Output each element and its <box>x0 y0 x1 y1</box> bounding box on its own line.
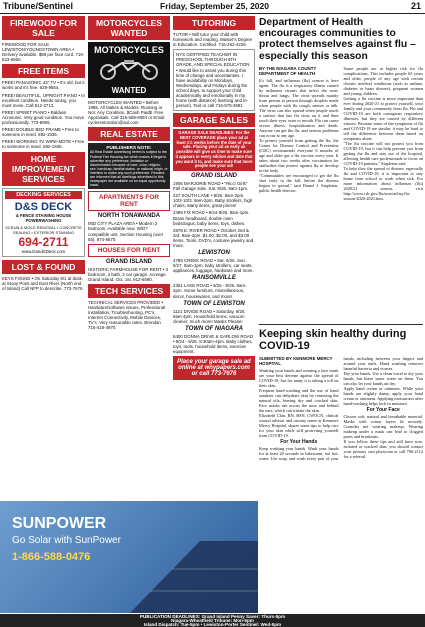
garage-sale-listing: 4786 CREEK ROAD • Sat. 9/26. Sun. 9/27. 8am-1pm. baby strollers, car seats, appliances, luggage, hardware and more. <box>173 258 254 274</box>
place-ad-banner[interactable]: Place your garage sale ad online at wnypapers.com or call 773-7676 <box>173 356 255 380</box>
deck-phone: 694-2711 <box>18 234 69 249</box>
footer-line: PUBLICATION DEADLINES: Grand Island Penny Saver: Thurs-5pm <box>139 613 286 619</box>
motorcycles-banner-text: MOTORCYCLES <box>94 45 164 55</box>
firewood-ad: FIREWOOD FOR SALE LEWISTON/YOUNGSTOWN AREA • Delivery available. $99 per face cord. 716-523-6660. <box>2 42 85 63</box>
section-header-motorcycles: MOTORCYCLES WANTED <box>88 16 170 40</box>
garage-sale-listing: 1121 DIVIDE ROAD • Saturday, 9/26. 9am-4pm. Household items, vacuum cleaner, much more! Masks Please! <box>173 308 246 324</box>
free-item-ad: FREE! SPINET PIANO • Baldwin Acrosonic. Very good condition. You move professionally. 773-8906. <box>2 109 85 126</box>
lost-found-ad: KEYS FOUND • On Saturday 8/1 at dusk, at Stony Point and East River (North end of Island) Call NFP to describe. 773-7676. <box>2 275 84 291</box>
article-paragraph: Elizabeth Chin, RN, BSN, CWOCN, clinical wound advisor and ostomy nurse at Kenmore Mercy Hospital, shares some tips to help care for your skin while still protecting yourself from COVID-19. <box>259 413 339 438</box>
area-heading: TOWN OF NIAGARA <box>185 325 243 332</box>
garage-deadline-note: GARAGE SALE DEADLINES: For the BEST COVERAGE place your ad at least 1½ weeks before the date of your sale. Placing your ad as early as possible will give us time to make sure it appears in every edition and date that you want it to, and make sure that more people see your ad! <box>173 129 255 171</box>
deck-company-name: D&S DECK <box>14 200 73 213</box>
section-header-lost-found: LOST & FOUND <box>2 260 85 274</box>
article-paragraph: "The flu vaccine will not protect you from COVID-19, but it can help prevent you from getting the flu and stay out of the hospital, allowing health care professionals to focus on COVID-19 patients," Stapleton said. <box>343 140 423 166</box>
article-subhead: For Your Hands <box>280 439 318 445</box>
classifieds-column-1 <box>2 16 85 513</box>
section-header-houses: HOUSES FOR RENT <box>88 244 170 257</box>
page-number: 21 <box>410 1 421 11</box>
wanted-text: WANTED <box>111 86 147 95</box>
masthead <box>0 0 425 14</box>
section-header-home-improvement: HOME IMPROVEMENT SERVICES <box>2 152 85 186</box>
article-subhead: For Your Face <box>366 407 400 413</box>
sunpower-brand: SUNPOWER <box>12 515 107 532</box>
article-paragraph: Frequent hand-washing and the use of hand sanitizer can dehydrate skin by removing the natural oils, leaving dry and cracked skin. Face masks rub across the nose and behind the ears, which can irritate the skin. <box>259 388 339 413</box>
article-paragraph: Getting a flu vaccine is more important than ever during 2020-21 to protect yourself, your family and your community from flu. Flu and COVID-19 are both contagious respiratory illnesses, but they are caused by different viruses. Because some of the symptoms of flu and COVID-19 are similar, it may be hard to tell the difference between them based on symptoms alone. <box>343 95 423 141</box>
article-paragraph: Keep washing your hands. Wash your hands for at least 20 seconds in lukewarm, not hot, water. Use soap, and wash every part of your hands, including between your fingers and around your nails. Hand washing removes harmful bacteria and viruses. <box>259 356 423 461</box>
decking-services-label: DECKING SERVICES <box>5 191 82 199</box>
article-paragraph: To help slow the spread of disease, especially flu and COVID-19, it is important to stay home from school or work when sick. For more information about influenza (flu) 2020/21 season, visit http://www.cdc.gov/flu/season/faq-flu-season-2020-2021.htm. <box>343 165 423 201</box>
area-heading: TOWN OF LEWISTON <box>183 300 245 307</box>
section-header-real-estate: REAL ESTATE <box>88 127 170 141</box>
section-header-free-items: FREE ITEMS <box>2 64 85 78</box>
article-paragraph: "Communities are encouraged to get the flu shot early in the fall, before the disease begins to spread," said Daniel J. Stapleton, public health director. <box>259 172 339 193</box>
flu-article <box>259 17 423 322</box>
footer-line: Niagara-Wheatfield Tribune: Mon-5pm <box>171 617 254 623</box>
deck-website[interactable]: www.DandSDeck.com <box>21 248 66 254</box>
free-item-ad: FREE! PANASONIC 42" TV • It's old, but it works and it's free. 628-9654. <box>2 80 85 91</box>
article-paragraph: Dry your hands. Use a clean towel to dry your hands, but leave some water on them. You can also let your hands air dry. <box>343 371 423 386</box>
deck-company-sub: & FENCE STAINING HOUSE POWERWASHING <box>15 212 72 223</box>
area-heading: GRAND ISLAND <box>106 258 152 265</box>
article-paragraph: Some people are at higher risk for flu complications. This includes people 65 years and older, people of any age with certain chronic medical conditions (such as asthma, diabetes or heart disease), pregnant women and young children. <box>343 65 423 96</box>
publishers-note <box>88 143 170 189</box>
issue-date: Friday, September 25, 2020 <box>160 1 269 11</box>
house-ad: HISTORIC FARMHOUSE FOR RENT • 3 bedroom, 2 bath, 2 car garage. Acreage. Grand Island. Oct. 1st. 912-6590. <box>88 266 168 282</box>
motorcycle-ad-text: MOTORCYCLES WANTED • Before 1985. All Makes & Models. Running or Not. Any Condition. $Cash Paid$. Free Appraisals. Call 315-569-8094 or Email cyclerestoration@aol.com <box>88 100 165 126</box>
article-paragraph: Washing your hands and wearing a face mask are your best defense against the spread of COVID-19, but for many it is taking a toll on their skin. <box>259 368 339 388</box>
article-headline: Keeping skin healthy during COVID-19 <box>259 328 407 352</box>
free-item-ad: FREE! DOUBLE BED FRAME • Free to someone in need. 692-1935. <box>2 127 79 138</box>
article-byline: SUBMITTED BY KENMORE MERCY HOSPITAL <box>259 356 333 366</box>
section-header-tech: TECH SERVICES <box>88 284 170 298</box>
article-body <box>259 66 423 313</box>
section-header-firewood: FIREWOOD FOR SALE <box>2 16 85 40</box>
article-body <box>259 356 423 611</box>
section-header-tutoring: TUTORING <box>173 16 255 30</box>
article-byline: BY THE NIAGARA COUNTY DEPARTMENT OF HEALTH <box>259 65 317 76</box>
paper-name: Tribune/Sentinel <box>3 1 74 11</box>
free-item-ad: FREE! WORKING TV WIRE-MOTE • Free to someone in need. 692-1935. <box>2 139 85 150</box>
publishers-note-text: All Real Estate advertising herein is subject to the Federal Fair Housing Act which makes it illegal to advertise any preference, limitation or discrimination because of race, color, religion, sex, handicap, familial status, or national origin, or intention to make any such preference. Readers are informed that all dwellings advertised in this newspaper are available on an equal opportunity basis. <box>90 150 168 188</box>
tutor-ad: TUTOR • Will tutor your child with homework and reading. Master's Degree in Education. Certified. 716-262-4226. <box>173 32 253 48</box>
section-header-garage-sales: GARAGE SALES <box>173 113 255 127</box>
article-paragraph: Apply hand cream or ointment. While your hands are slightly damp, apply your hand cream or ointment. Applying moisturizer after hand-washing helps lock in moisture. <box>343 386 423 406</box>
article-headline: Department of Health encourages communities to protect themselves against flu – especially this season <box>259 17 416 62</box>
article-paragraph: If you follow these tips and still have sore, irritated or cracked skin, you should contact your primary care physician or call 706-2112 for a referral. <box>343 439 423 459</box>
garage-sale-listing: 1906 MARJORIE ROAD • "Ricci Girls" Fall Garage Sale. Sat. 9/26. 9am-1pm. <box>173 180 249 192</box>
garage-sale-listing: 2499 FIX ROAD • 9/24-9/26. 9am-1pm. Brass headboard, double oven bedstragus, baby items, toys, dishes. <box>173 210 250 226</box>
motorcycle-ad-image <box>88 42 170 98</box>
skin-article <box>259 324 423 613</box>
footer-line: Island Dispatch: Tue-5pm • Lewiston-Porter Sentinel: Wed-5pm <box>143 622 282 627</box>
apartment-ad: MID CITY PLAZA AREA • Modern 2 bedroom. Available now. W/D? compatible unit. Section Housing (over 55). 874-6670. <box>88 221 164 242</box>
garage-sale-listing: 2351 LAKE ROAD • 9/25 - 9/26. 8am-2pm. Some furniture, miscellaneous, decor, housewares, and more! <box>173 283 247 299</box>
classifieds-column-3 <box>173 16 255 513</box>
free-item-ad: FREE! BEAUTIFUL, UPRIGHT PIANO • In excellent condition. Needs tuning, you must move. Call 512-2713. <box>2 92 85 108</box>
article-paragraph: It's fall, and influenza (flu) season is here again. The flu is a respiratory illness caused by influenza viruses that infect the nose, throat and lungs. The virus spreads mainly from person to person through droplets made when people with flu cough, sneeze or talk. The virus can also spread when people touch a surface that has flu virus on it and then touch their eyes, nose or mouth. Flu can cause severe illness, hospitalization and death. Anyone can get the flu, and serious problems can occur at any age. <box>259 77 339 138</box>
area-heading: LEWISTON <box>198 250 230 257</box>
deck-services-list: SCRUB & MOLD REMOVAL • CONCRETE SEALING • EXTERIOR STAINING <box>5 224 82 235</box>
publishers-note-title: PUBLISHERS NOTE: <box>106 145 152 151</box>
area-heading: NORTH TONAWANDA <box>97 213 161 220</box>
garage-sale-listing: 227 SOUTH LANE • 9/26. 9am-2pm. 10/2-10/3. 9am-2pm. Baby strollers, high chairs, Many items, great prices! <box>173 193 253 209</box>
classifieds-column-2 <box>88 16 170 513</box>
motorcycle-icon <box>88 55 170 81</box>
area-heading: RANSOMVILLE <box>192 275 236 282</box>
tech-ad: TECHNICAL SERVICES PROVIDED • Hardware/software issues, Professional Installation, Troubleshooting, PC's, Internet Connectivity, Mobile Devices, TV's. Very reasonable rates. Brendan 716-418-4970. <box>88 299 166 331</box>
garage-sale-listing: 2878 E. RIVER ROAD • October 2nd & 3rd. 9am-2pm. $1.00, $2.00, and $3.00 items. Tools, DVD's, costume jewelry and more. <box>173 227 254 248</box>
article-paragraph: To protect yourself from getting the flu, the Center for Disease Control and Prevention (CDC) recommends everyone 6 months of age and older get a flu vaccine every year. It takes about two weeks after vaccination for antibodies that protect against flu to develop in the body. <box>259 137 339 173</box>
decking-ad <box>2 188 85 257</box>
deadlines-footer <box>0 614 425 627</box>
section-header-apartments: APARTMENTS FOR RENT <box>88 191 170 211</box>
sunpower-phone[interactable]: 1-866-588-0476 <box>12 551 91 563</box>
nys-teacher-ad <box>173 49 255 111</box>
area-heading: GRAND ISLAND <box>191 172 237 179</box>
garage-sale-listing: 8400 DONNA DRIVE & GARLOW ROAD • 9/24 - 9/26. 8:30am-4pm. Baby clothes, toys, tools, household items, exercise equipment. <box>173 333 254 355</box>
article-paragraph: Choose soft, natural and breathable material. Masks with cotton layers fit securely. Consider not wearing makeup. Wearing makeup under a mask can lead to clogged pores and breakouts. <box>343 414 423 439</box>
sunpower-tagline: Go Solar with SunPower <box>12 535 121 546</box>
sunpower-ad[interactable] <box>0 501 258 613</box>
nys-teacher-ad-text: NYS CERTIFIED TEACHER IN PRESCHOOL THROUGH 6TH GRADE, AND SPECIAL EDUCATION • Would like to assist you during this time of change and uncertainties. I have availability on Mondays, Wednesdays, and Fridays during the school days, to support your child academically and emotionally in my home (with distance) learning and in-person). Text or call 716-579-3691 <box>176 52 250 109</box>
